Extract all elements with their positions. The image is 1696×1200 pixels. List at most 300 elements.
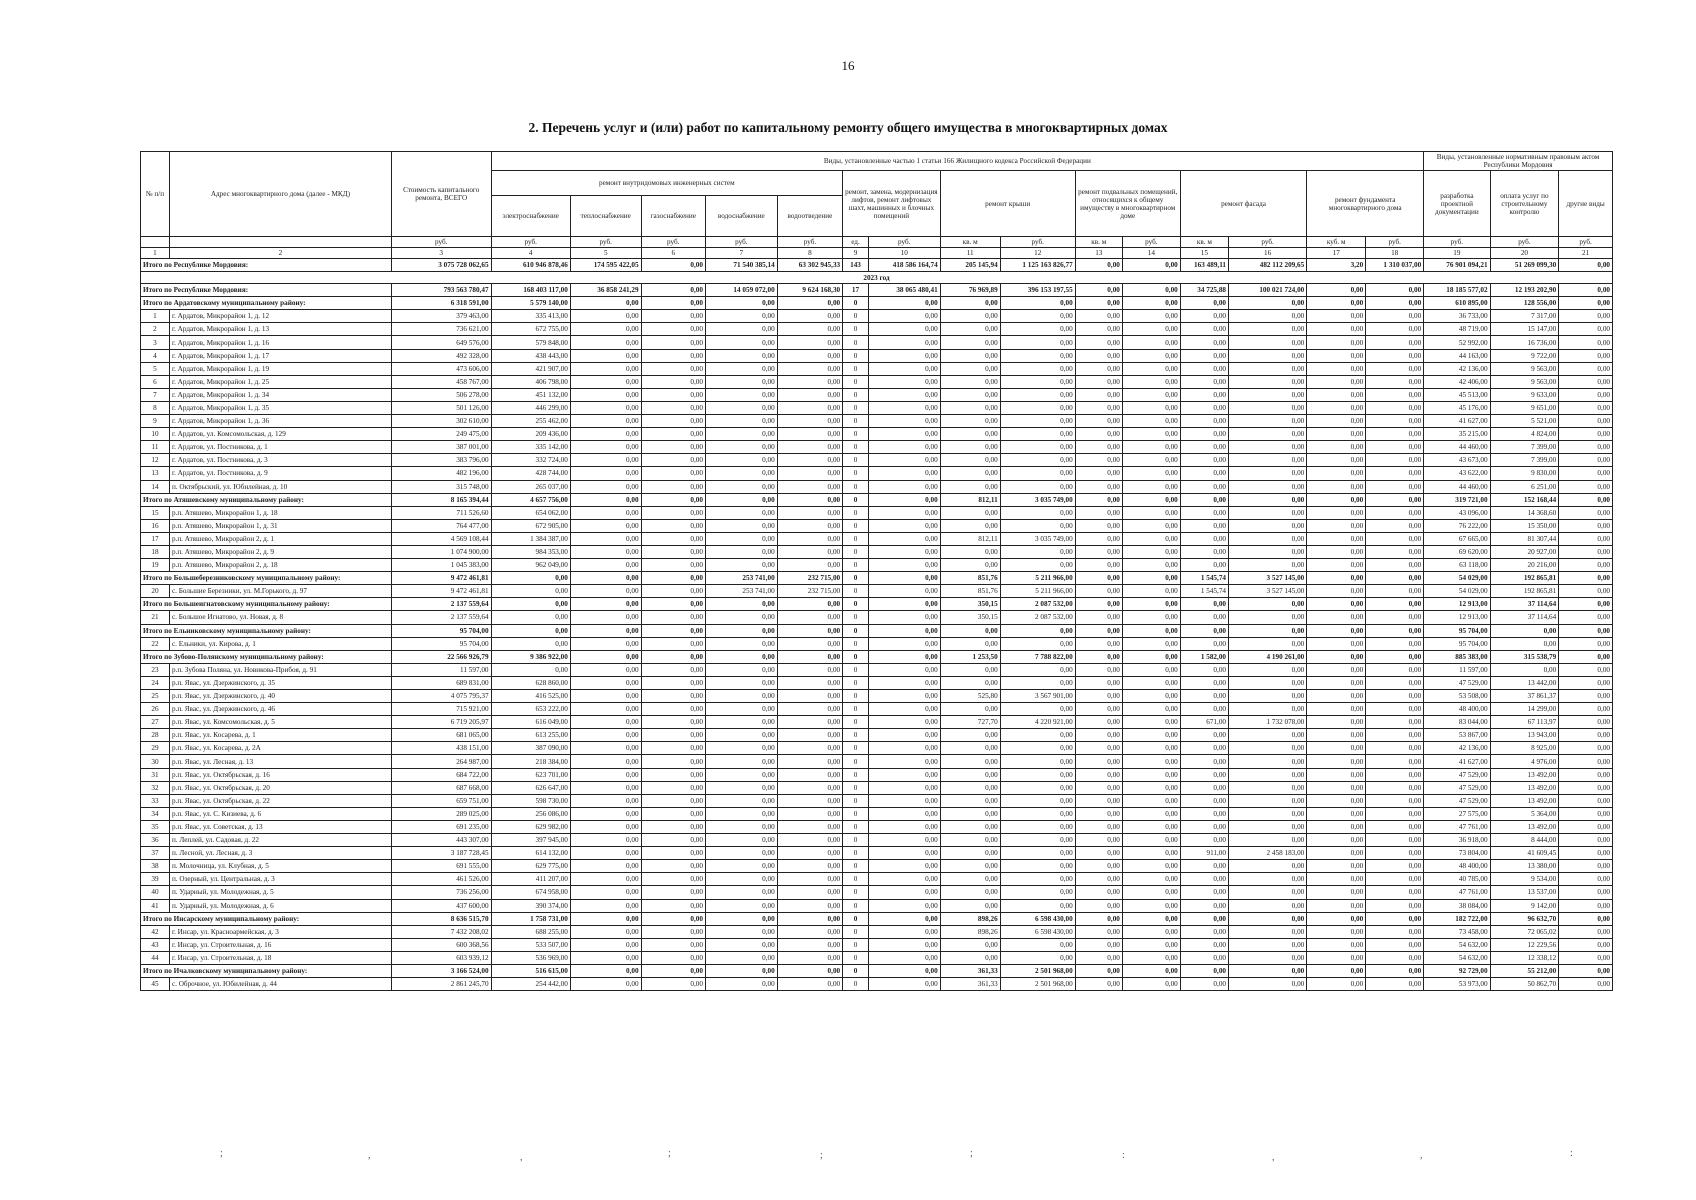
value-cell: 0 (843, 834, 869, 847)
value-cell: 0,00 (940, 362, 1000, 375)
value-cell: 0,00 (1307, 729, 1366, 742)
value-cell: 0,00 (1229, 755, 1307, 768)
value-cell: 0,00 (868, 886, 940, 899)
value-cell: 0,00 (1000, 467, 1075, 480)
table-row (141, 899, 1613, 912)
value-cell: 0,00 (1559, 964, 1613, 977)
value-cell: 984 353,00 (491, 545, 570, 558)
value-cell: 48 400,00 (1424, 860, 1490, 873)
value-cell: 0,00 (641, 690, 705, 703)
value-cell: 0,00 (1075, 415, 1122, 428)
value-cell: 0,00 (1229, 480, 1307, 493)
value-cell: 0,00 (1490, 624, 1559, 637)
value-cell: 0,00 (1122, 860, 1180, 873)
value-cell: 0,00 (777, 978, 842, 991)
value-cell: 0,00 (570, 650, 641, 663)
value-cell: 95 704,00 (1424, 637, 1490, 650)
value-cell: 0,00 (777, 873, 842, 886)
row-number: 8 (141, 401, 170, 414)
year-label: 2023 год (141, 272, 1613, 284)
row-address: р.п. Атяшево, Микрорайон 2, д. 18 (169, 559, 391, 572)
value-cell: 0,00 (570, 467, 641, 480)
value-cell: 0,00 (868, 690, 940, 703)
value-cell: 0,00 (1559, 847, 1613, 860)
value-cell: 95 704,00 (1424, 624, 1490, 637)
header-other: другие виды (1559, 171, 1613, 237)
value-cell: 0,00 (868, 572, 940, 585)
value-cell: 0,00 (641, 912, 705, 925)
value-cell: 0,00 (940, 886, 1000, 899)
header-roof: ремонт крыши (940, 171, 1075, 237)
value-cell: 0,00 (570, 401, 641, 414)
value-cell: 0 (843, 401, 869, 414)
value-cell: 0,00 (940, 951, 1000, 964)
value-cell: 898,26 (940, 912, 1000, 925)
value-cell: 0,00 (1307, 310, 1366, 323)
value-cell: 793 563 780,47 (391, 284, 491, 297)
value-cell: 0,00 (1000, 729, 1075, 742)
value-cell: 4 976,00 (1490, 755, 1559, 768)
value-cell: 0,00 (1307, 807, 1366, 820)
value-cell: 0,00 (868, 297, 940, 310)
value-cell: 0,00 (1000, 886, 1075, 899)
value-cell: 0,00 (1229, 729, 1307, 742)
value-cell: 67 113,97 (1490, 716, 1559, 729)
value-cell: 0,00 (868, 650, 940, 663)
value-cell: 0,00 (940, 349, 1000, 362)
value-cell: 0,00 (868, 676, 940, 689)
grand-total-row: Итого по Республике Мордовия: 3 075 728 062,65 610 946 878,46 174 595 422,05 0,00 71 540 385,14 63 302 945,33 143 418 586 164,74 205 145,94 1 125 163 826,77 0,00 0,00 163 489,11 482 112 209,65 3,20 1 310 037,00 76 901 094,21 51 269 099,30 0,00 (141, 259, 1613, 272)
table-row (141, 978, 1613, 991)
value-cell: 0,00 (641, 323, 705, 336)
value-cell: 48 400,00 (1424, 703, 1490, 716)
value-cell: 0,00 (1122, 807, 1180, 820)
value-cell: 9 563,00 (1490, 362, 1559, 375)
value-cell: 209 436,00 (491, 428, 570, 441)
value-cell: 0,00 (1559, 415, 1613, 428)
value-cell: 0,00 (777, 794, 842, 807)
value-cell: 8 165 394,44 (391, 493, 491, 506)
value-cell: 0,00 (1559, 428, 1613, 441)
value-cell: 4 824,00 (1490, 428, 1559, 441)
value-cell: 0,00 (1122, 415, 1180, 428)
col-num: 13 (1075, 248, 1122, 259)
value-cell: 0,00 (1559, 572, 1613, 585)
value-cell: 0,00 (1559, 912, 1613, 925)
value-cell: 684 722,00 (391, 768, 491, 781)
value-cell: 0,00 (1180, 336, 1228, 349)
value-cell: 0,00 (1307, 978, 1366, 991)
value-cell: 0,00 (940, 545, 1000, 558)
value-cell: 6 598 430,00 (1000, 912, 1075, 925)
subtotal-row (141, 964, 1613, 977)
value-cell: 0,00 (940, 938, 1000, 951)
value-cell: 0,00 (1180, 611, 1228, 624)
row-address: р.п. Атяшево, Микрорайон 2, д. 9 (169, 545, 391, 558)
value-cell: 0,00 (777, 807, 842, 820)
value-cell: 0,00 (1366, 964, 1424, 977)
value-cell: 0,00 (777, 703, 842, 716)
row-number: 42 (141, 925, 170, 938)
value-cell: 22 566 926,79 (391, 650, 491, 663)
value-cell: 0,00 (641, 493, 705, 506)
value-cell: 0,00 (1366, 768, 1424, 781)
value-cell: 0 (843, 572, 869, 585)
value-cell: 0,00 (777, 493, 842, 506)
units-row (141, 237, 1613, 248)
value-cell: 0,00 (641, 310, 705, 323)
value-cell: 1 545,74 (1180, 585, 1228, 598)
value-cell: 0,00 (868, 781, 940, 794)
value-cell: 0,00 (1000, 807, 1075, 820)
value-cell: 15 350,00 (1490, 519, 1559, 532)
value-cell: 0,00 (1122, 388, 1180, 401)
value-cell: 0,00 (1180, 428, 1228, 441)
value-cell: 0,00 (868, 873, 940, 886)
table-row (141, 781, 1613, 794)
value-cell: 0,00 (868, 755, 940, 768)
value-cell: 0,00 (1000, 401, 1075, 414)
value-cell: 0,00 (1180, 480, 1228, 493)
value-cell: 0,00 (1366, 611, 1424, 624)
table-row (141, 545, 1613, 558)
col-num: 6 (641, 248, 705, 259)
table-row (141, 873, 1613, 886)
value-cell: 0,00 (491, 572, 570, 585)
unit-cell: руб. (777, 237, 842, 248)
value-cell: 0,00 (940, 637, 1000, 650)
value-cell: 0,00 (1180, 768, 1228, 781)
value-cell: 0,00 (868, 860, 940, 873)
value-cell: 0,00 (940, 820, 1000, 833)
value-cell: 0,00 (641, 624, 705, 637)
value-cell: 0,00 (570, 441, 641, 454)
value-cell: 54 029,00 (1424, 585, 1490, 598)
page-number: 16 (841, 58, 855, 73)
value-cell: 0 (843, 742, 869, 755)
value-cell: 302 610,00 (391, 415, 491, 428)
value-cell: 2 861 245,70 (391, 978, 491, 991)
value-cell: 5 211 966,00 (1000, 572, 1075, 585)
value-cell: 0,00 (1122, 951, 1180, 964)
value-cell: 0,00 (491, 637, 570, 650)
value-cell: 0,00 (570, 703, 641, 716)
value-cell: 0,00 (1366, 925, 1424, 938)
value-cell: 0,00 (1122, 742, 1180, 755)
value-cell: 0,00 (570, 886, 641, 899)
value-cell: 0,00 (1180, 415, 1228, 428)
value-cell: 0,00 (1122, 781, 1180, 794)
table-row (141, 375, 1613, 388)
value-cell: 0,00 (1180, 690, 1228, 703)
value-cell: 0,00 (1229, 676, 1307, 689)
value-cell: 689 831,00 (391, 676, 491, 689)
header-basement: ремонт подвальных помещений, относящихся к общему имуществу в многоквартирном доме (1075, 171, 1180, 237)
value-cell: 0,00 (777, 742, 842, 755)
value-cell: 73 804,00 (1424, 847, 1490, 860)
unit-cell: кв. м (1075, 237, 1122, 248)
value-cell: 0,00 (1307, 650, 1366, 663)
value-cell: 0,00 (570, 349, 641, 362)
value-cell: 53 508,00 (1424, 690, 1490, 703)
value-cell: 0,00 (705, 925, 777, 938)
value-cell: 0,00 (1000, 703, 1075, 716)
value-cell: 0,00 (641, 716, 705, 729)
value-cell: 0,00 (868, 611, 940, 624)
value-cell: 649 576,00 (391, 336, 491, 349)
value-cell: 0,00 (570, 572, 641, 585)
value-cell: 69 620,00 (1424, 545, 1490, 558)
table-row (141, 532, 1613, 545)
value-cell: 0,00 (1229, 899, 1307, 912)
value-cell: 0 (843, 297, 869, 310)
value-cell: 428 744,00 (491, 467, 570, 480)
value-cell: 0,00 (570, 951, 641, 964)
value-cell: 0,00 (777, 624, 842, 637)
value-cell: 0,00 (1075, 964, 1122, 977)
value-cell: 0,00 (1229, 834, 1307, 847)
row-address: р.п. Явас, ул. Дзержинского, д. 46 (169, 703, 391, 716)
row-address: п. Ударный, ул. Молодежная, д. 6 (169, 899, 391, 912)
value-cell: 0,00 (1075, 545, 1122, 558)
value-cell: 13 380,00 (1490, 860, 1559, 873)
value-cell: 0,00 (705, 729, 777, 742)
value-cell: 0,00 (1229, 506, 1307, 519)
value-cell: 0,00 (868, 703, 940, 716)
value-cell: 0,00 (1307, 768, 1366, 781)
value-cell: 0,00 (641, 572, 705, 585)
row-number: 17 (141, 532, 170, 545)
table-row (141, 637, 1613, 650)
value-cell: 0,00 (1075, 938, 1122, 951)
row-address: г. Инсар, ул. Строительная, д. 18 (169, 951, 391, 964)
value-cell: 0,00 (777, 336, 842, 349)
value-cell: 0,00 (570, 820, 641, 833)
value-cell: 0,00 (705, 650, 777, 663)
row-address: п. Молочница, ул. Клубная, д. 5 (169, 860, 391, 873)
value-cell: 0,00 (1000, 506, 1075, 519)
value-cell: 0,00 (1307, 663, 1366, 676)
value-cell: 0,00 (705, 297, 777, 310)
value-cell: 67 665,00 (1424, 532, 1490, 545)
value-cell: 9 142,00 (1490, 899, 1559, 912)
value-cell: 0,00 (1366, 794, 1424, 807)
value-cell: 516 615,00 (491, 964, 570, 977)
value-cell: 63 118,00 (1424, 559, 1490, 572)
value-cell: 0,00 (641, 349, 705, 362)
value-cell: 0,00 (1000, 742, 1075, 755)
value-cell: 0,00 (1000, 559, 1075, 572)
value-cell: 0,00 (868, 938, 940, 951)
value-cell: 0,00 (641, 886, 705, 899)
header-water: водоснабжение (705, 196, 777, 237)
value-cell: 76 969,89 (940, 284, 1000, 297)
value-cell: 0,00 (1180, 362, 1228, 375)
value-cell: 0,00 (641, 729, 705, 742)
value-cell: 0,00 (1122, 349, 1180, 362)
value-cell: 0 (843, 362, 869, 375)
value-cell: 0 (843, 506, 869, 519)
value-cell: 0,00 (1180, 441, 1228, 454)
value-cell: 0,00 (1229, 401, 1307, 414)
value-cell: 0,00 (777, 559, 842, 572)
value-cell: 0,00 (1559, 454, 1613, 467)
value-cell: 0,00 (1559, 873, 1613, 886)
col-num: 1 (141, 248, 170, 259)
value-cell: 0,00 (705, 506, 777, 519)
value-cell: 0,00 (1307, 545, 1366, 558)
value-cell: 0,00 (1180, 951, 1228, 964)
value-cell: 0,00 (940, 860, 1000, 873)
value-cell: 43 673,00 (1424, 454, 1490, 467)
value-cell: 0,00 (570, 794, 641, 807)
value-cell: 8 636 515,70 (391, 912, 491, 925)
col-num: 2 (169, 248, 391, 259)
value-cell: 0,00 (777, 297, 842, 310)
value-cell: 0,00 (1229, 873, 1307, 886)
value-cell: 0,00 (705, 401, 777, 414)
row-number: 38 (141, 860, 170, 873)
value-cell: 0,00 (705, 349, 777, 362)
value-cell: 12 338,12 (1490, 951, 1559, 964)
row-number: 1 (141, 310, 170, 323)
value-cell: 0,00 (1307, 716, 1366, 729)
row-address: г. Инсар, ул. Строительная, д. 16 (169, 938, 391, 951)
unit-cell: руб. (1366, 237, 1424, 248)
value-cell: 0,00 (1000, 624, 1075, 637)
value-cell: 0,00 (1075, 650, 1122, 663)
value-cell: 18 185 577,02 (1424, 284, 1490, 297)
value-cell: 600 368,56 (391, 938, 491, 951)
value-cell: 0,00 (1122, 467, 1180, 480)
value-cell: 0,00 (1229, 624, 1307, 637)
value-cell: 42 136,00 (1424, 742, 1490, 755)
row-number: 2 (141, 323, 170, 336)
table-row (141, 676, 1613, 689)
value-cell: 0,00 (1000, 637, 1075, 650)
value-cell: 0,00 (1229, 611, 1307, 624)
value-cell: 0,00 (1075, 336, 1122, 349)
value-cell: 17 (843, 284, 869, 297)
value-cell: 629 775,00 (491, 860, 570, 873)
row-address: г. Ардатов, Микрорайон 1, д. 17 (169, 349, 391, 362)
value-cell: 0,00 (868, 742, 940, 755)
value-cell: 0 (843, 951, 869, 964)
value-cell: 533 507,00 (491, 938, 570, 951)
value-cell: 379 463,00 (391, 310, 491, 323)
row-address: с. Большое Игнатово, ул. Новая, д. 8 (169, 611, 391, 624)
value-cell: 0,00 (777, 716, 842, 729)
value-cell: 0 (843, 768, 869, 781)
value-cell: 672 905,00 (491, 519, 570, 532)
subtotal-row (141, 912, 1613, 925)
value-cell: 0,00 (1180, 807, 1228, 820)
value-cell: 0,00 (1366, 572, 1424, 585)
value-cell: 0,00 (1366, 454, 1424, 467)
value-cell: 0,00 (570, 559, 641, 572)
value-cell: 0,00 (1366, 951, 1424, 964)
value-cell: 764 477,00 (391, 519, 491, 532)
value-cell: 0,00 (1559, 755, 1613, 768)
value-cell: 0,00 (1180, 978, 1228, 991)
value-cell: 36 858 241,29 (570, 284, 641, 297)
value-cell: 0,00 (1366, 493, 1424, 506)
value-cell: 616 049,00 (491, 716, 570, 729)
value-cell: 12 193 202,90 (1490, 284, 1559, 297)
table-row (141, 729, 1613, 742)
value-cell: 0,00 (1075, 323, 1122, 336)
value-cell: 0,00 (1366, 676, 1424, 689)
value-cell: 0,00 (1229, 297, 1307, 310)
value-cell: 0 (843, 794, 869, 807)
value-cell: 0,00 (705, 755, 777, 768)
row-number: 34 (141, 807, 170, 820)
value-cell: 0,00 (705, 428, 777, 441)
row-address: г. Ардатов, ул. Комсомольская, д. 129 (169, 428, 391, 441)
value-cell: 0,00 (1366, 650, 1424, 663)
value-cell: 0,00 (570, 755, 641, 768)
table-row (141, 938, 1613, 951)
value-cell: 0,00 (1229, 860, 1307, 873)
table-row (141, 519, 1613, 532)
table-row (141, 794, 1613, 807)
header-heat: теплоснабжение (570, 196, 641, 237)
value-cell: 0,00 (1307, 454, 1366, 467)
value-cell: 0,00 (868, 598, 940, 611)
value-cell: 0,00 (1559, 545, 1613, 558)
value-cell: 0,00 (1366, 912, 1424, 925)
value-cell: 5 579 140,00 (491, 297, 570, 310)
unit-cell: куб. м (1307, 237, 1366, 248)
row-label: Итого по Республике Мордовия: (141, 259, 392, 272)
table-row (141, 506, 1613, 519)
value-cell: 0,00 (1229, 441, 1307, 454)
row-address: г. Ардатов, Микрорайон 1, д. 35 (169, 401, 391, 414)
value-cell: 0,00 (641, 545, 705, 558)
value-cell: 0,00 (641, 755, 705, 768)
value-cell: 0,00 (1122, 493, 1180, 506)
header-gas: газоснабжение (641, 196, 705, 237)
value-cell: 43 096,00 (1424, 506, 1490, 519)
value-cell: 38 065 480,41 (868, 284, 940, 297)
value-cell: 0,00 (1075, 585, 1122, 598)
value-cell: 0,00 (777, 729, 842, 742)
value-cell: 898,26 (940, 925, 1000, 938)
value-cell: 603 939,12 (391, 951, 491, 964)
value-cell: 0,00 (868, 401, 940, 414)
value-cell: 0,00 (570, 362, 641, 375)
value-cell: 0,00 (1366, 375, 1424, 388)
value-cell: 0,00 (1366, 873, 1424, 886)
value-cell: 0,00 (1559, 807, 1613, 820)
value-cell: 0,00 (570, 310, 641, 323)
value-cell: 0,00 (1307, 480, 1366, 493)
value-cell: 0,00 (1075, 349, 1122, 362)
value-cell: 95 704,00 (391, 624, 491, 637)
value-cell: 623 701,00 (491, 768, 570, 781)
value-cell: 0,00 (1366, 310, 1424, 323)
value-cell: 0 (843, 545, 869, 558)
row-label: Итого по Зубово-Полянскому муниципальному району: (141, 650, 392, 663)
row-address: р.п. Явас, ул. Косарева, д. 1 (169, 729, 391, 742)
value-cell: 36 733,00 (1424, 310, 1490, 323)
value-cell: 0,00 (1366, 545, 1424, 558)
value-cell: 0,00 (570, 690, 641, 703)
value-cell: 0,00 (1559, 284, 1613, 297)
unit-cell: руб. (1424, 237, 1490, 248)
value-cell: 0,00 (1559, 362, 1613, 375)
value-cell: 0,00 (1366, 938, 1424, 951)
